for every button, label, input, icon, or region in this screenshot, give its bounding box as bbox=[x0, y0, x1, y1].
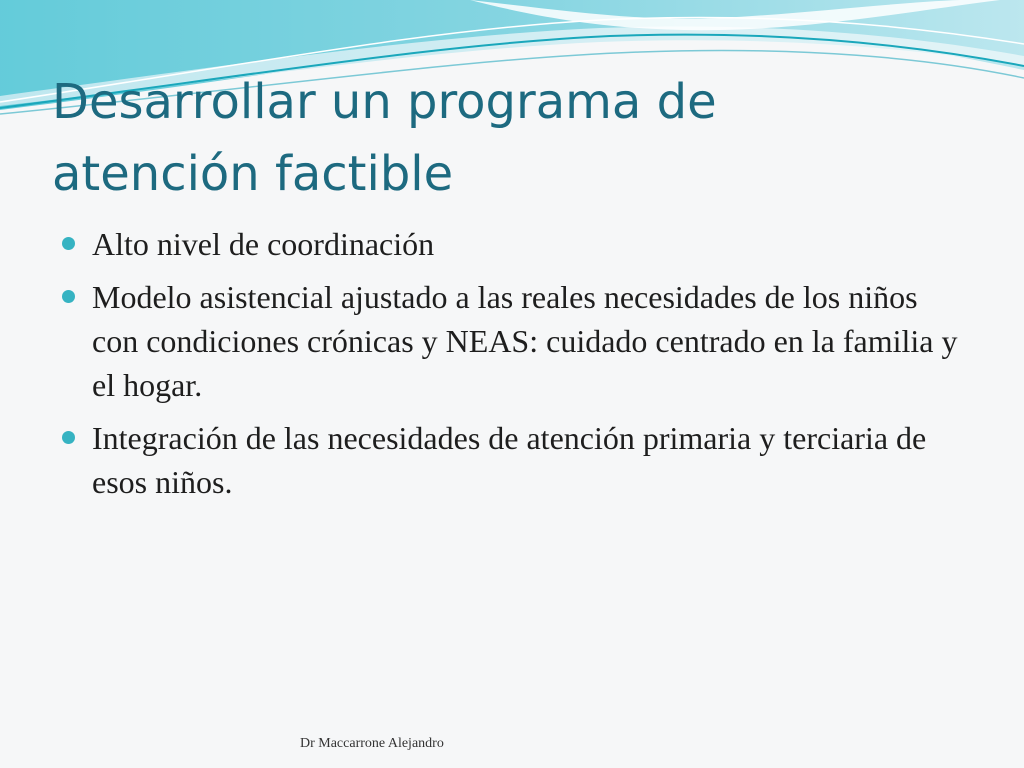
bullet-item bbox=[62, 275, 962, 407]
bullet-dot-icon bbox=[62, 290, 75, 303]
bullet-item bbox=[62, 222, 962, 266]
bullet-list bbox=[62, 222, 962, 513]
bullet-text: Alto nivel de coordinación bbox=[92, 226, 435, 262]
slide-title bbox=[52, 66, 972, 210]
slide-title-line-1: Desarrollar un programa de bbox=[52, 74, 717, 130]
bullet-dot-icon bbox=[62, 431, 75, 444]
bullet-text: Integración de las necesidades de atención primaria y terciaria de esos niños. bbox=[92, 420, 927, 500]
bullet-item bbox=[62, 416, 962, 504]
slide-title-line-2: atención factible bbox=[52, 146, 454, 202]
footer-author: Dr Maccarrone Alejandro bbox=[300, 736, 444, 751]
bullet-text: Modelo asistencial ajustado a las reales necesidades de los niños con condiciones crónicas y NEAS: cuidado centrado en la familia y el hogar. bbox=[92, 279, 958, 403]
bullet-dot-icon bbox=[62, 237, 75, 250]
